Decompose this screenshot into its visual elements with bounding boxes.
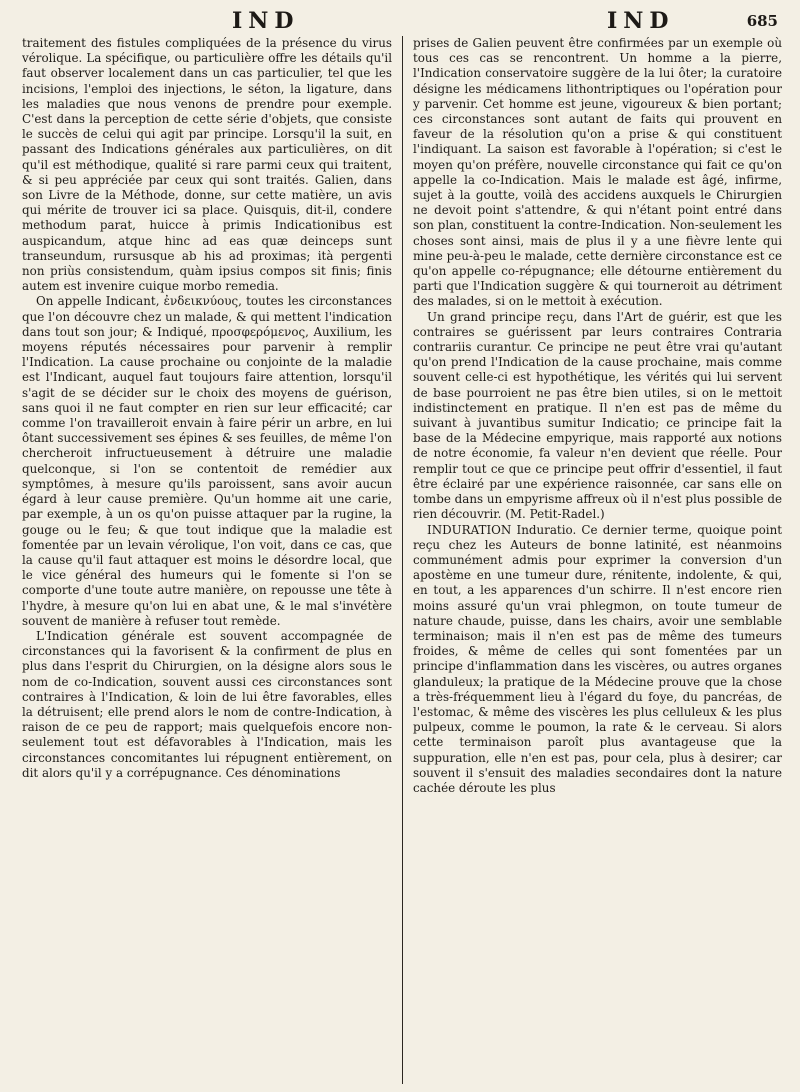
running-header	[22, 8, 782, 32]
paragraph: On appelle Indicant, ἐνδεικνύους, toutes les circonstances que l'on découvre chez un malade, & qui mettent l'indication dans tout son jour; & Indiqué, προσφερόμενος, Auxilium, les moyens réputés nécessaires pour parvenir à remplir l'Indication. La cause prochaine ou conjointe de la maladie est l'Indicant, auquel faut toujours faire attention, lorsqu'il s'agit de se décider sur le choix des moyens de guérison, sans quoi il ne faut compter en rien sur leur efficacité; car comme l'on travailleroit envain à faire périr un arbre, en lui ôtant successivement ses épines & ses feuilles, de même l'on chercheroit infructueusement à détruire une maladie quelconque, si l'on se contentoit de remédier aux symptômes, à mesure qu'ils paroissent, sans avoir aucun égard à leur cause première. Qu'un homme ait une carie, par exemple, à un os qu'on puisse attaquer par la rugine, la gouge ou le feu; & que tout indique que la maladie est fomentée par un levain vérolique, l'on voit, dans ce cas, que la cause qu'il faut attaquer est moins le désordre local, que le vice général des humeurs qui le fomente si l'on se comporte d'une toute autre manière, on repousse une tête à l'hydre, à mesure qu'on lui en abat une, & le mal s'invétère souvent de manière à refuser tout remède.	[22, 294, 392, 628]
paragraph: INDURATION Induratio. Ce dernier terme, quoique point reçu chez les Auteurs de bonne latinité, est néanmoins communément admis pour exprimer la conversion d'un apostème en une tumeur dure, rénitente, indolente, & qui, en tout, a les apparences d'un schirre. Il n'est encore rien moins assuré qu'un vrai phlegmon, on toute tumeur de nature chaude, puisse, dans les chairs, avoir une semblable terminaison; mais il n'en est pas de même des tumeurs froides, & même de celles qui sont fomentées par un principe d'inflammation dans les viscères, ou autres organes glanduleux; la pratique de la Médecine prouve que la chose a très-fréquemment lieu à l'égard du foye, du pancréas, de l'estomac, & même des viscères les plus celluleux & les plus pulpeux, comme le poumon, la rate & le cerveau. Si alors cette terminaison paroît plus avantageuse que la suppuration, elle n'en est pas, pour cela, plus à desirer; car souvent il s'ensuit des maladies secondaires dont la nature cachée déroute les plus	[413, 522, 782, 795]
left-column	[22, 36, 402, 1084]
header-left-title: IND	[232, 8, 300, 34]
paragraph: Un grand principe reçu, dans l'Art de guérir, est que les contraires se guérissent par leurs contraires Contraria contrariis curantur. Ce principe ne peut être vrai qu'autant qu'on prend l'Indication de la cause prochaine, mais comme souvent celle-ci est hypothétique, les vérités qui lui servent de base pourroient ne pas être bien utiles, si on le mettoit indistinctement en pratique. Il n'en est pas de même du suivant à juvantibus sumitur Indicatio; ce principe fait la base de la Médecine empyrique, mais rapporté aux notions de notre économie, fa valeur n'en devient que réelle. Pour remplir tout ce que ce principe peut offrir d'essentiel, il faut être éclairé par une expérience raisonnée, car sans elle on tombe dans un empyrisme affreux où il n'est plus possible de rien découvrir. (M. Petit-Radel.)	[413, 309, 782, 522]
header-right-title: IND	[607, 8, 675, 34]
right-column	[402, 36, 782, 1084]
paragraph: prises de Galien peuvent être confirmées par un exemple où tous ces cas se rencontrent. Un homme a la pierre, l'Indication conservatoire suggère de la lui ôter; la curatoire désigne les médicamens lithontriptiques ou l'opération pour y parvenir. Cet homme est jeune, vigoureux & bien portant; ces circonstances sont autant de faits qui prouvent en faveur de la résolution qu'on a prise & qui constituent l'indiquant. La saison est favorable à l'opération; si c'est le moyen qu'on préfère, nouvelle circonstance qui fait ce qu'on appelle la co-Indication. Mais le malade est âgé, infirme, sujet à la goutte, voilà des accidens auxquels le Chirurgien ne devoit point s'attendre, & qui n'étant point entré dans son plan, constituent la contre-Indication. Non-seulement les choses sont ainsi, mais de plus il y a une fièvre lente qui mine peu-à-peu le malade, cette dernière circonstance est ce qu'on appelle co-répugnance; elle détourne entièrement du parti que l'Indication suggère & qui tourneroit au détriment des malades, si on le mettoit à exécution.	[413, 36, 782, 309]
page-number: 685	[746, 12, 778, 30]
text-columns	[22, 36, 782, 1084]
paragraph: L'Indication générale est souvent accompagnée de circonstances qui la favorisent & la confirment de plus en plus dans l'esprit du Chirurgien, on la désigne alors sous le nom de co-Indication, souvent aussi ces circonstances sont contraires à l'Indication, & loin de lui être favorables, elles la détruisent; elle prend alors le nom de contre-Indication, à raison de ce peu de rapport; mais quelquefois encore non-seulement tout est défavorables à l'Indication, mais les circonstances concomitantes lui répugnent entièrement, on dit alors qu'il y a corrépugnance. Ces dénominations	[22, 628, 392, 780]
paragraph: traitement des fistules compliquées de la présence du virus vérolique. La spécifique, ou particulière offre les détails qu'il faut observer localement dans un cas particulier, tel que les incisions, l'emploi des injections, le séton, la ligature, dans les maladies que nous venons de prendre pour exemple. C'est dans la perception de cette série d'objets, que consiste le succès de celui qui agit par principe. Lorsqu'il la suit, en passant des Indications générales aux particulières, on dit qu'il est méthodique, qualité si rare parmi ceux qui traitent, & si peu appréciée par ceux qui sont traités. Galien, dans son Livre de la Méthode, donne, sur cette matière, un avis qui mérite de trouver ici sa place. Quisquis, dit-il, condere methodum parat, huicce à primis Indicationibus est auspicandum, atque hinc ad eas quæ deinceps sunt transeundum, rursusque ab his ad proximas; ità pergenti non priùs consistendum, quàm ipsius compos sit finis; finis autem est invenire cuique morbo remedia.	[22, 36, 392, 294]
